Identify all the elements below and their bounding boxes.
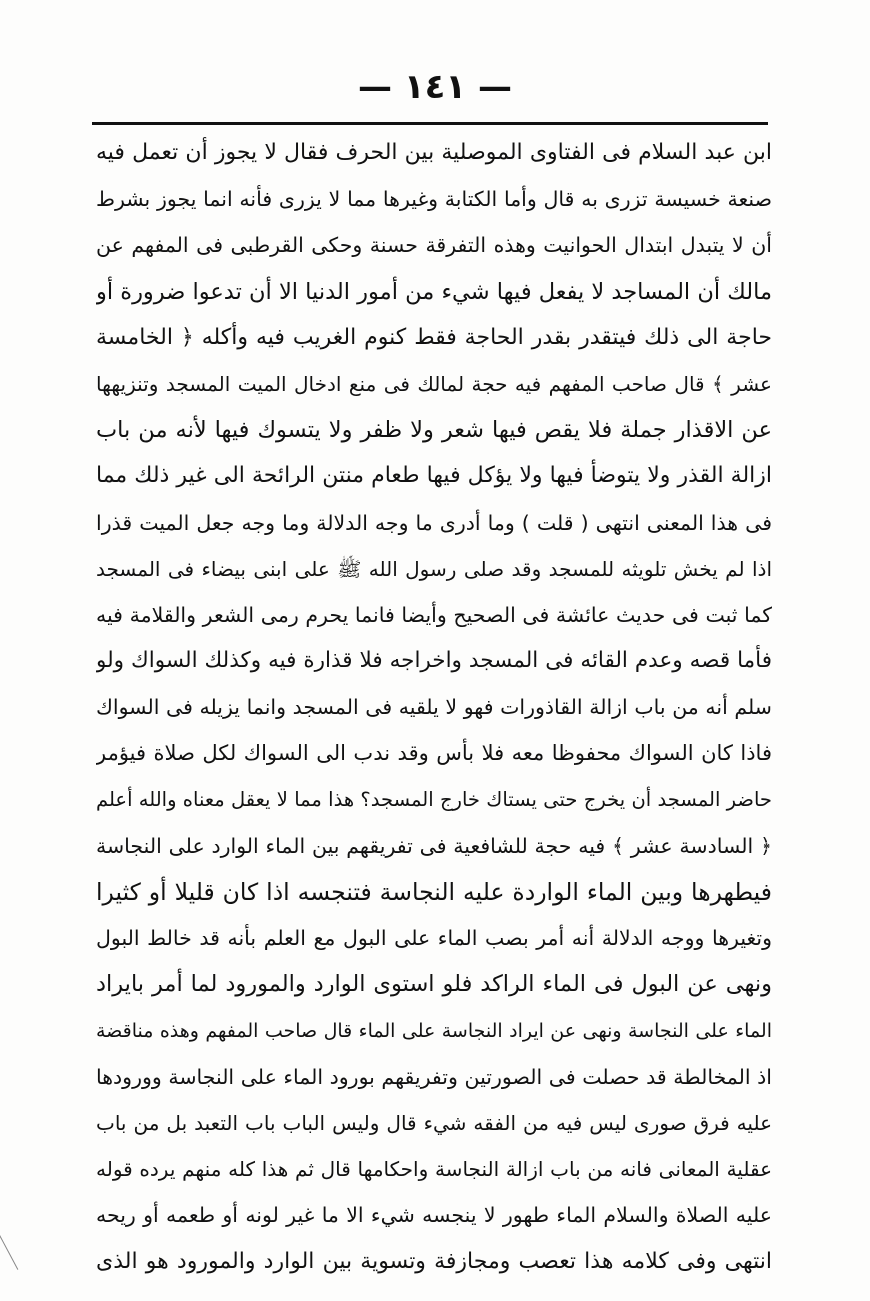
text-line: ونهى عن البول فى الماء الراكد فلو استوى الوارد والمورود لما أمر بايراد	[96, 971, 772, 998]
body-text	[96, 130, 772, 1285]
text-line: وتغيرها ووجه الدلالة أنه أمر بصب الماء على البول مع العلم بأنه قد خالط البول	[96, 926, 772, 951]
text-line: عليه فرق صورى ليس فيه من الفقه شيء قال وليس الباب باب التعبد بل من باب	[96, 1110, 772, 1135]
text-line: فاذا كان السواك محفوظا معه فلا بأس وقد ندب الى السواك لكل صلاة فيؤمر	[96, 741, 772, 766]
header-rule	[92, 122, 768, 125]
text-line: اذ المخالطة قد حصلت فى الصورتين وتفريقهم بورود الماء على النجاسة وورودها	[96, 1064, 772, 1089]
text-line: مالك أن المساجد لا يفعل فيها شيء من أمور الدنيا الا أن تدعوا ضرورة أو	[96, 278, 772, 305]
text-line: فيطهرها وبين الماء الواردة عليه النجاسة فتنجسه اذا كان قليلا أو كثيرا	[96, 878, 772, 906]
text-line: سلم أنه من باب ازالة القاذورات فهو لا يلقيه فى المسجد وانما يزيله فى السواك	[96, 695, 772, 720]
text-line: ﴿ السادسة عشر ﴾ فيه حجة للشافعية فى تفريقهم بين الماء الوارد على النجاسة	[96, 833, 772, 858]
text-line: عن الاقذار جملة فلا يقص فيها شعر ولا ظفر ولا يتسوك فيها لأنه من باب	[96, 417, 772, 444]
page-number: — ١٤١ —	[358, 67, 512, 107]
text-line: أن لا يتبدل ابتدال الحوانيت وهذه التفرقة حسنة وحكى القرطبى فى المفهم عن	[96, 233, 772, 258]
text-line: ازالة القذر ولا يتوضأ فيها ولا يؤكل فيها طعام منتن الرائحة الى غير ذلك مما	[96, 463, 772, 489]
text-line: انتهى وفى كلامه هذا تعصب ومجازفة وتسوية بين الوارد والمورود هو الذى	[96, 1248, 772, 1274]
scan-artifact	[0, 1234, 18, 1270]
text-line: الماء على النجاسة ونهى عن ايراد النجاسة على الماء قال صاحب المفهم وهذه مناقضة	[96, 1019, 772, 1042]
text-line: كما ثبت فى حديث عائشة فى الصحيح وأيضا فانما يحرم رمى الشعر والقلامة فيه	[96, 602, 772, 627]
text-line: عشر ﴾ قال صاحب المفهم فيه حجة لمالك فى منع ادخال الميت المسجد وتنزيهها	[96, 371, 772, 396]
text-line: حاضر المسجد أن يخرج حتى يستاك خارج المسجد؟ هذا مما لا يعقل معناه والله أعلم	[96, 787, 772, 811]
text-line: صنعة خسيسة تزرى به قال وأما الكتابة وغيرها مما لا يزرى فأنه انما يجوز بشرط	[96, 187, 772, 212]
text-line: ابن عبد السلام فى الفتاوى الموصلية بين الحرف فقال لا يجوز أن تعمل فيه	[96, 140, 772, 165]
text-line: اذا لم يخش تلويثه للمسجد وقد صلى رسول الله ﷺ على ابنى بيضاء فى المسجد	[96, 556, 772, 581]
text-line: عقلية المعانى فانه من باب ازالة النجاسة واحكامها قال ثم هذا كله منهم يرده قوله	[96, 1157, 772, 1182]
text-line: فأما قصه وعدم القائه فى المسجد واخراجه فلا قذارة فيه وكذلك السواك ولو	[96, 648, 772, 674]
text-line: عليه الصلاة والسلام الماء طهور لا ينجسه شيء الا ما غير لونه أو طعمه أو ريحه	[96, 1203, 772, 1228]
text-line: فى هذا المعنى انتهى ( قلت ) وما أدرى ما وجه الدلالة وما وجه جعل الميت قذرا	[96, 510, 772, 535]
text-line: حاجة الى ذلك فيتقدر بقدر الحاجة فقط كنوم الغريب فيه وأكله ﴿ الخامسة	[96, 324, 772, 350]
